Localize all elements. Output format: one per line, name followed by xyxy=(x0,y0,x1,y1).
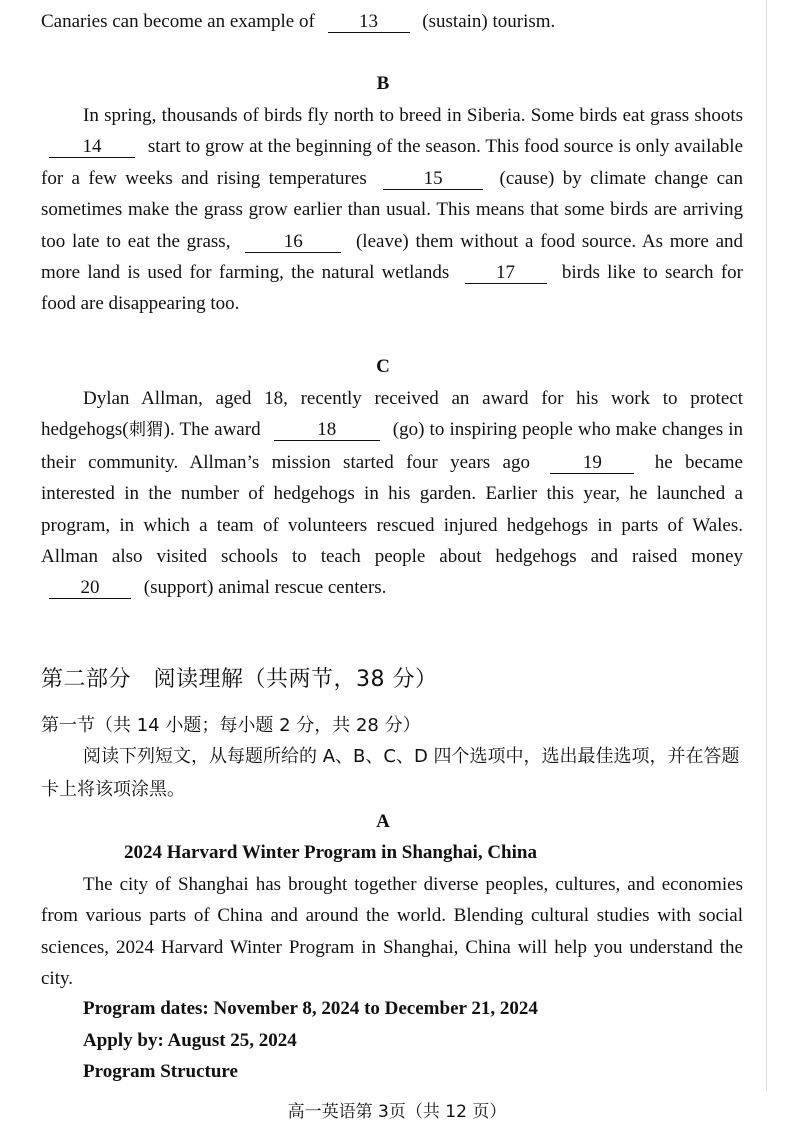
text: he became interested in the number of hedgehogs in his garden. Earlier this year, he launched a program, in which a team of volunteers rescued injured hedgehogs in parts of Wales. Allman also visited schools to teach people about hedgehogs and raised money xyxy=(41,451,743,568)
text: ). The award xyxy=(163,419,261,441)
blank-19: 19 xyxy=(550,453,634,474)
instructions: 阅读下列短文，从每题所给的 A、B、C、D 四个选项中，选出最佳选项，并在答题卡上将该项涂黑。 xyxy=(41,746,740,800)
section-b-heading: B xyxy=(376,73,390,94)
text: Dylan Allman, aged 18, recently received an award for his work to protect hedgehogs( xyxy=(41,388,743,441)
chinese-gloss: 刺猬 xyxy=(128,420,164,441)
blank-17: 17 xyxy=(465,263,547,284)
text: (sustain) tourism. xyxy=(422,11,556,32)
passage-line-13 xyxy=(41,6,743,37)
section-b-passage xyxy=(41,100,743,320)
text: birds like to search for food are disappearing too. xyxy=(41,262,744,315)
blank-13: 13 xyxy=(328,12,410,33)
blank-14: 14 xyxy=(49,137,135,158)
text: start to grow at the beginning of the season. This food source is only available for a few weeks and rising temperatures xyxy=(41,136,743,189)
margin-line xyxy=(766,0,767,1090)
blank-20: 20 xyxy=(49,578,131,599)
text: In spring, thousands of birds fly north to breed in Siberia. Some birds eat grass shoots xyxy=(83,105,743,126)
text: Canaries can become an example of xyxy=(41,11,315,32)
apply-by: Apply by: August 25, 2024 xyxy=(83,1030,297,1051)
section-c-heading: C xyxy=(376,356,390,377)
text: (support) animal rescue centers. xyxy=(143,577,387,599)
subsection-title: 第一节（共 14 小题；每小题 2 分，共 28 分） xyxy=(41,715,421,736)
passage-a-title: 2024 Harvard Winter Program in Shanghai, China xyxy=(124,842,537,863)
blank-15: 15 xyxy=(383,169,483,190)
section-c-passage xyxy=(41,383,743,604)
program-dates: Program dates: November 8, 2024 to December 21, 2024 xyxy=(83,998,538,1019)
text: (cause) by climate change can sometimes make the grass grow earlier than usual. This means that some birds are arriving too late to eat the grass, xyxy=(41,167,743,252)
passage-a-heading: A xyxy=(376,811,390,832)
blank-18: 18 xyxy=(274,420,380,441)
blank-16: 16 xyxy=(245,232,341,253)
program-structure: Program Structure xyxy=(83,1061,238,1082)
text: (go) to inspiring people who make changes in their community. Allman’s mission started four years ago xyxy=(41,419,744,473)
text: (leave) them without a food source. As more and more land is used for farming, the natural wetlands xyxy=(41,230,744,284)
passage-a-body: The city of Shanghai has brought together diverse peoples, cultures, and economies from various parts of China and around the world. Blending cultural studies with social sciences, 2024 Harvard Winter Program in Shanghai, China will help you understand the city. xyxy=(41,874,743,990)
page-footer: 高一英语第 3页（共 12 页） xyxy=(287,1102,507,1122)
part-two-title: 第二部分 阅读理解（共两节，38 分） xyxy=(41,667,438,692)
